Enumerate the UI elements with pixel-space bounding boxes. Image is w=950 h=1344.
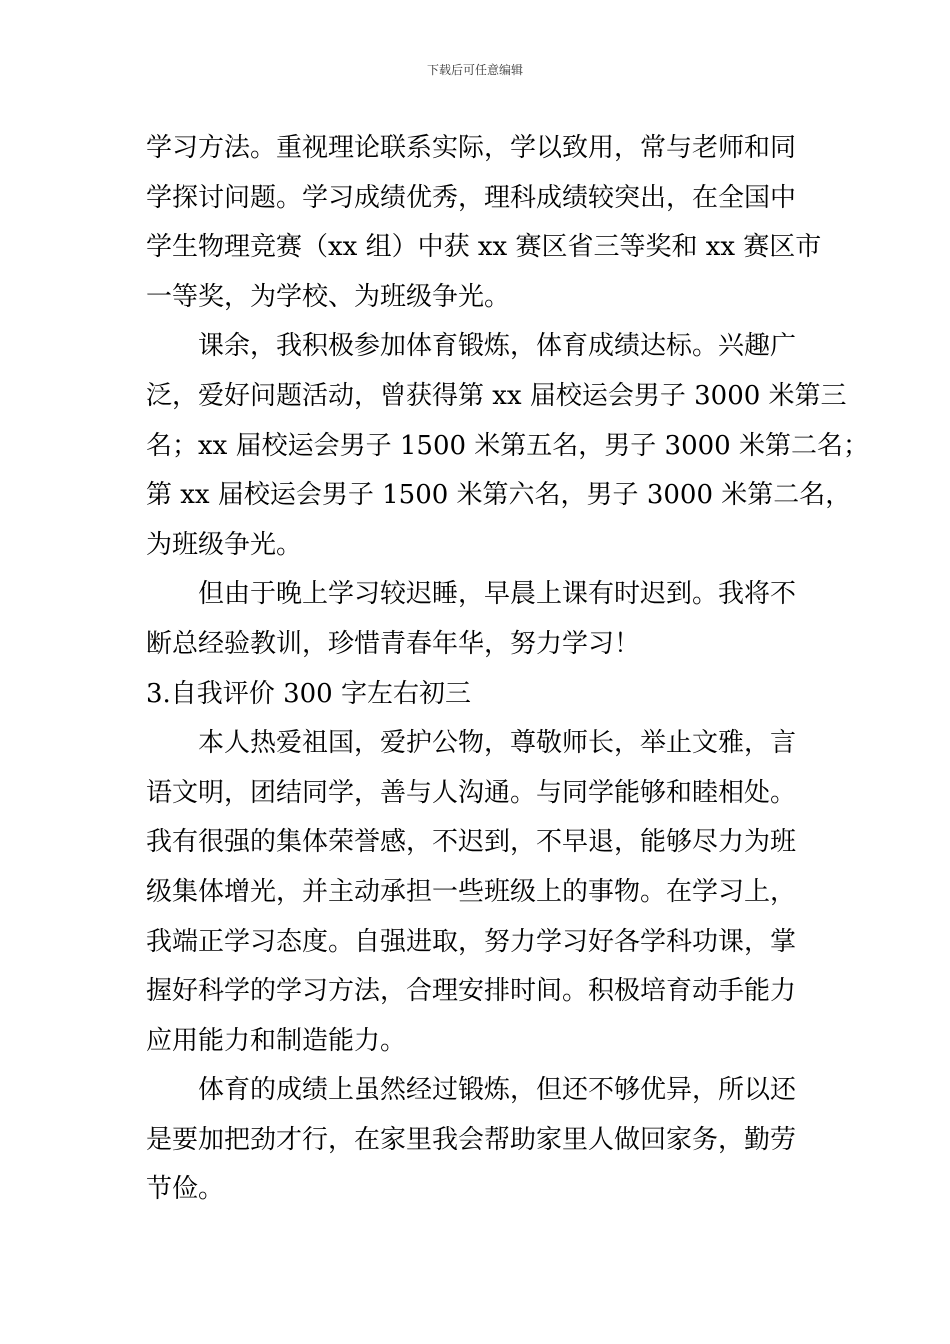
text-line: 应用能力和制造能力。 — [146, 1025, 407, 1056]
paragraph-first-line: 本人热爱祖国，爱护公物，尊敬师长，举止文雅，言 — [198, 728, 797, 759]
text-line: 学生物理竞赛（xx 组）中获 xx 赛区省三等奖和 xx 赛区市 — [146, 232, 822, 263]
document-body — [146, 124, 869, 1215]
text-line: 学探讨问题。学习成绩优秀，理科成绩较突出，在全国中 — [146, 182, 797, 213]
text-line: 名；xx 届校运会男子 1500 米第五名，男子 3000 米第二名； — [146, 430, 869, 461]
text-line: 一等奖，为学校、为班级争光。 — [146, 281, 511, 312]
text-line: 断总经验教训，珍惜青春年华，努力学习！ — [146, 628, 641, 659]
page-header: 下载后可任意编辑 — [426, 63, 523, 77]
paragraph-first-line: 体育的成绩上虽然经过锻炼，但还不够优异，所以还 — [198, 1075, 797, 1106]
text-line: 泛，爱好问题活动，曾获得第 xx 届校运会男子 3000 米第三 — [146, 380, 847, 411]
text-line: 是要加把劲才行，在家里我会帮助家里人做回家务，勤劳 — [146, 1124, 797, 1155]
text-line: 第 xx 届校运会男子 1500 米第六名，男子 3000 米第二名， — [146, 480, 852, 511]
section-heading: 3.自我评价 300 字左右初三 — [146, 678, 471, 709]
text-line: 为班级争光。 — [146, 529, 303, 560]
text-line: 我有很强的集体荣誉感，不迟到，不早退，能够尽力为班 — [146, 827, 797, 858]
paragraph-first-line: 课余，我积极参加体育锻炼，体育成绩达标。兴趣广 — [198, 331, 797, 362]
text-line: 语文明，团结同学，善与人沟通。与同学能够和睦相处。 — [146, 777, 797, 808]
text-line: 学习方法。重视理论联系实际，学以致用，常与老师和同 — [146, 133, 797, 163]
text-line: 节俭。 — [146, 1174, 225, 1205]
text-line: 级集体增光，并主动承担一些班级上的事物。在学习上， — [146, 876, 797, 907]
text-line: 我端正学习态度。自强进取，努力学习好各学科功课，掌 — [146, 926, 797, 957]
paragraph-first-line: 但由于晚上学习较迟睡，早晨上课有时迟到。我将不 — [198, 579, 797, 610]
text-line: 握好科学的学习方法，合理安排时间。积极培育动手能力 — [146, 976, 797, 1007]
